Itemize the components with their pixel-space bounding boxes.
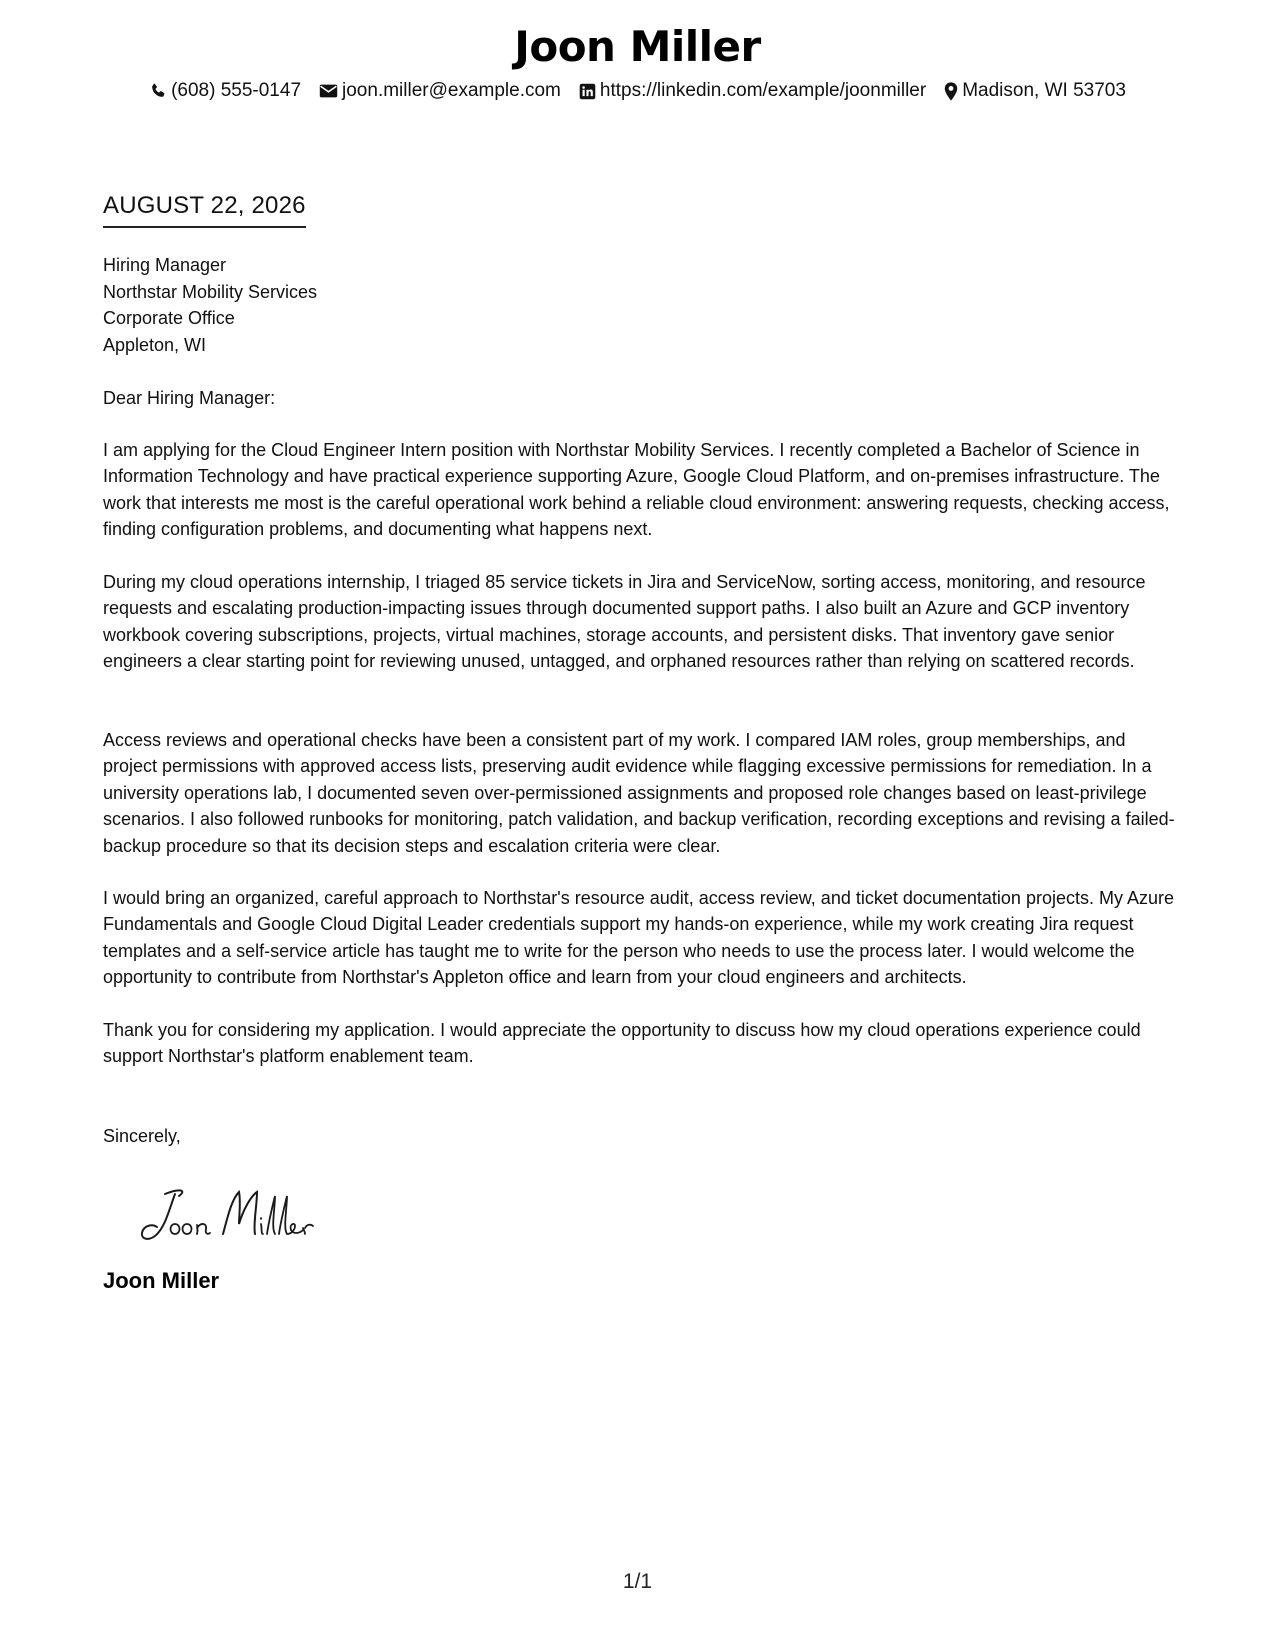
- phone-icon: [149, 82, 167, 100]
- salutation: Dear Hiring Manager:: [103, 388, 276, 408]
- letter-date: AUGUST 22, 2026: [103, 192, 306, 228]
- contact-linkedin: [579, 80, 926, 102]
- recipient-block: [103, 252, 1183, 358]
- handwritten-signature: [135, 1180, 335, 1255]
- contact-email: [319, 80, 561, 102]
- map-pin-icon: [944, 82, 958, 101]
- body-paragraph: During my cloud operations internship, I triaged 85 service tickets in Jira and ServiceNow, sorting access, monitoring, and resource requests and escalating production-impacting issues through documented support paths. I also built an Azure and GCP inventory workbook covering subscriptions, projects, virtual machines, storage accounts, and persistent disks. That inventory gave senior engineers a clear starting point for reviewing unused, untagged, and orphaned resources rather than relying on scattered records.: [103, 572, 1146, 672]
- linkedin-link[interactable]: https://linkedin.com/example/joonmiller: [599, 80, 927, 101]
- contact-location: [944, 80, 1126, 102]
- contact-bar: [0, 80, 1275, 102]
- body-paragraph: Thank you for considering my application. I would appreciate the opportunity to discuss how my cloud operations experience could support Northstar's platform enablement team.: [103, 1020, 1141, 1067]
- recipient-city: Appleton, WI: [103, 334, 207, 355]
- signer-name: Joon Miller: [103, 1268, 220, 1293]
- body-paragraph: Access reviews and operational checks have been a consistent part of my work. I compared IAM roles, group memberships, and project permissions with approved access lists, preserving audit evidence while flagging excessive permissions for remediation. In a university operations lab, I documented seven over-permissioned assignments and proposed role changes based on least-privilege scenarios. I also followed runbooks for monitoring, patch validation, and backup verification, recording exceptions and revising a failed-backup procedure so that its decision steps and escalation criteria were clear.: [103, 730, 1175, 856]
- applicant-name: Joon Miller: [514, 22, 761, 71]
- recipient-title: Hiring Manager: [103, 255, 227, 275]
- recipient-office: Corporate Office: [103, 308, 235, 328]
- closing: Sincerely,: [103, 1126, 181, 1146]
- location-text: Madison, WI 53703: [962, 80, 1126, 101]
- envelope-icon: [319, 83, 338, 99]
- body-paragraph: I am applying for the Cloud Engineer Intern position with Northstar Mobility Services. I recently completed a Bachelor of Science in Information Technology and have practical experience supporting Azure, Google Cloud Platform, and on-premises infrastructure. The work that interests me most is the careful operational work behind a reliable cloud environment: answering requests, checking access, finding configuration problems, and documenting what happens next.: [103, 440, 1170, 540]
- page-number: 1/1: [622, 1570, 653, 1593]
- body-paragraph: I would bring an organized, careful approach to Northstar's resource audit, access review, and ticket documentation projects. My Azure Fundamentals and Google Cloud Digital Leader credentials support my hands-on experience, while my work creating Jira request templates and a self-service article has taught me to write for the person who needs to use the process later. I would welcome the opportunity to contribute from Northstar's Appleton office and learn from your cloud engineers and architects.: [103, 888, 1174, 988]
- linkedin-icon: [579, 83, 596, 100]
- email-link[interactable]: joon.miller@example.com: [342, 80, 561, 101]
- recipient-company: Northstar Mobility Services: [103, 281, 318, 302]
- contact-phone: [149, 80, 301, 102]
- phone-text[interactable]: (608) 555-0147: [171, 80, 302, 101]
